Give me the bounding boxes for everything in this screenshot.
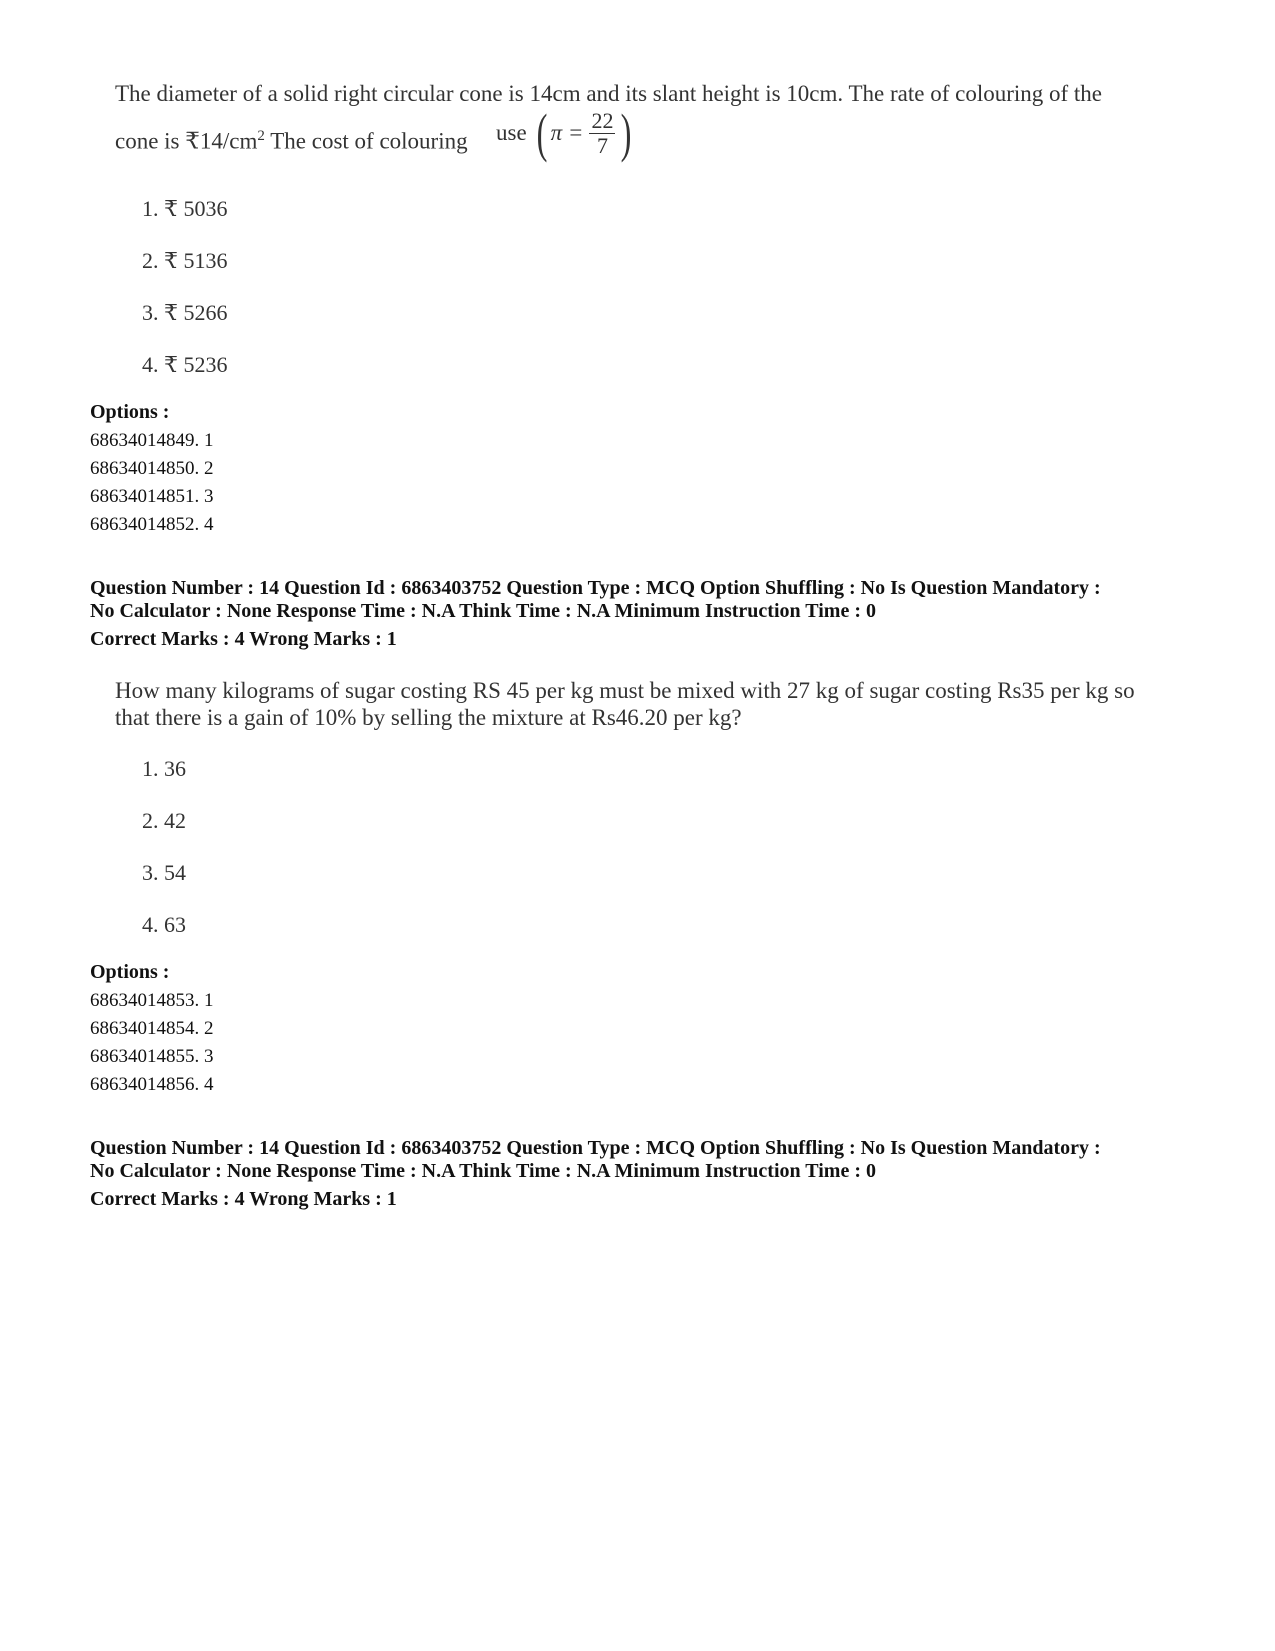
- question-1-option-id-2: 68634014850. 2: [90, 458, 214, 479]
- question-1-choice-3: 3. ₹ 5266: [142, 300, 228, 325]
- question-3-marks: Correct Marks : 4 Wrong Marks : 1: [90, 1188, 397, 1210]
- question-1-options-heading: Options :: [90, 401, 170, 423]
- question-2-choice-3: 3. 54: [142, 860, 186, 885]
- question-1-option-id-4: 68634014852. 4: [90, 514, 214, 535]
- question-2-option-id-3: 68634014855. 3: [90, 1046, 214, 1067]
- question-2-choice-1: 1. 36: [142, 756, 186, 781]
- question-1-option-id-1: 68634014849. 1: [90, 430, 214, 451]
- question-2-option-id-4: 68634014856. 4: [90, 1074, 214, 1095]
- question-1-choice-4: 4. ₹ 5236: [142, 352, 228, 377]
- question-2-option-id-1: 68634014853. 1: [90, 990, 214, 1011]
- question-3-meta-line-1: Question Number : 14 Question Id : 6863403752 Question Type : MCQ Option Shuffling : No Is Question Mandatory :: [90, 1137, 1101, 1159]
- question-2-marks: Correct Marks : 4 Wrong Marks : 1: [90, 628, 397, 650]
- question-1-text-line-2: cone is $₹14/cm^2$ The cost of colouring: [115, 128, 468, 154]
- question-1-option-id-3: 68634014851. 3: [90, 486, 214, 507]
- question-2-options-heading: Options :: [90, 961, 170, 983]
- question-1-choice-1: 1. ₹ 5036: [142, 196, 228, 221]
- pi-fraction: $\frac{22}{7}$: [591, 107, 614, 158]
- question-1-text-line-1: The diameter of a solid right circular cone is 14cm and its slant height is 10cm. The rate of colouring of the: [115, 81, 1103, 106]
- question-2-meta-line-2: No Calculator : None Response Time : N.A Think Time : N.A Minimum Instruction Time : 0: [90, 600, 876, 622]
- question-2-option-id-2: 68634014854. 2: [90, 1018, 214, 1039]
- question-2-choice-4: 4. 63: [142, 912, 186, 937]
- question-1-choice-2: 2. ₹ 5136: [142, 248, 228, 273]
- question-2-text-line-2: that there is a gain of 10% by selling the mixture at Rs46.20 per kg?: [115, 705, 742, 730]
- pi-formula: use ( π = $\frac{22}{7}$ ): [496, 103, 632, 163]
- question-2-meta-line-1: Question Number : 14 Question Id : 6863403752 Question Type : MCQ Option Shuffling : No Is Question Mandatory :: [90, 577, 1101, 599]
- question-3-meta-line-2: No Calculator : None Response Time : N.A Think Time : N.A Minimum Instruction Time : 0: [90, 1160, 876, 1182]
- question-2-choice-2: 2. 42: [142, 808, 186, 833]
- question-2-text-line-1: How many kilograms of sugar costing RS 45 per kg must be mixed with 27 kg of sugar costing Rs35 per kg so: [115, 678, 1135, 703]
